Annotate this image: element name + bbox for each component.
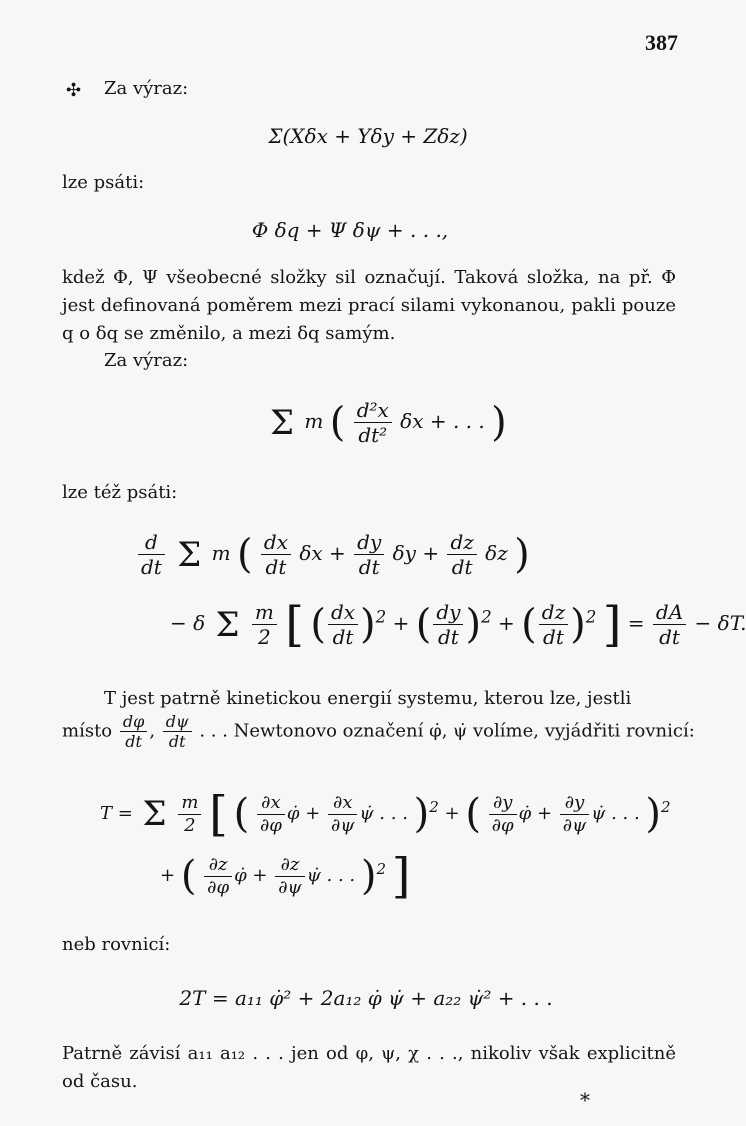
eq6-p1l: ( — [233, 791, 250, 837]
eq6-a — [257, 792, 285, 836]
eq3-m: m — [304, 409, 324, 433]
eq7-f-den: ∂ψ — [278, 876, 302, 898]
p4-misto: místo — [62, 720, 113, 742]
eq3-fraction — [354, 398, 392, 447]
paragraph-2: kdež Φ, Ψ všeobecné složky sil označují. Taková složka, na př. Φ jest definovaná poměrem mezi prací silami vykonanou, pakli pouze q o δq se změnilo, a mezi δq samým. — [62, 267, 676, 344]
eq3-rparen: ) — [491, 399, 507, 446]
eq5-f2-den: dt — [437, 625, 459, 649]
eq6-lhs: T = — [100, 803, 133, 824]
eq4-t3: δz — [485, 541, 508, 565]
sum-symbol: Σ — [177, 534, 202, 575]
eq6-a-v: φ̇ + — [286, 803, 321, 824]
eq5-plus1: + — [392, 611, 410, 635]
paragraph-neb: neb rovnicí: — [62, 934, 171, 955]
p4-f2 — [163, 712, 192, 751]
eq6-lbracket: [ — [209, 786, 228, 842]
eq6-m-num: m — [178, 792, 201, 815]
eq6-c-num: ∂y — [489, 792, 517, 815]
paragraph-4b: místo $\frac{d\varphi}{dt}$ , $\frac{d\psi}{dt}$ . . . Newtonovo označení φ̇, ψ̇ volíme, vyjádřiti rovnicí: — [62, 712, 695, 752]
eq5-f3-den: dt — [543, 625, 564, 649]
eq5-lbracket: [ — [285, 596, 304, 653]
eq6-b-den: ∂ψ — [331, 814, 355, 836]
eq4-f2-den: dt — [358, 555, 380, 579]
page-number: 387 — [645, 30, 678, 55]
eq7-e-v: φ̇ + — [234, 865, 268, 886]
eq6-b-v: ψ̇ . . . — [359, 803, 408, 824]
eq6-m-den: 2 — [184, 814, 196, 836]
eq4-lparen: ( — [236, 531, 253, 578]
eq7-rbracket: ] — [391, 848, 411, 904]
eq6-d-den: ∂ψ — [562, 814, 587, 836]
equation-6 — [100, 786, 671, 842]
eq7-pr: ) — [360, 853, 377, 899]
equation-3 — [266, 398, 507, 447]
sum-symbol: Σ — [215, 604, 240, 645]
eq4-t2: δy + — [392, 541, 440, 565]
p4-f1-den: dt — [125, 732, 142, 752]
equation-4 — [136, 530, 530, 579]
eq5-p3l: ( — [521, 601, 537, 648]
eq6-c-v: φ̇ + — [518, 803, 553, 824]
eq7-e — [204, 854, 232, 898]
eq4-f2 — [354, 530, 384, 579]
eq3-num: d²x — [354, 398, 392, 423]
eq5-m-num: m — [252, 600, 277, 625]
eq3-tail: δx + . . . — [400, 409, 485, 433]
eq5-f2-num: dy — [433, 600, 463, 625]
eq5-f1-den: dt — [332, 625, 354, 649]
eq5-lead: − δ — [170, 611, 206, 635]
eq7-pl: ( — [180, 853, 197, 899]
equation-7 — [160, 848, 411, 904]
paragraph-lze-3: lze též psáti: — [62, 482, 178, 503]
equation-8: 2T = a₁₁ φ̇² + 2a₁₂ φ̇ ψ̇ + a₂₂ ψ̇² + . . . — [179, 986, 553, 1010]
eq6-c — [489, 792, 517, 836]
eq4-f3 — [447, 530, 476, 579]
star-icon: ✣ — [66, 80, 82, 101]
eq4-f3-num: dz — [447, 530, 476, 555]
eq4-f1-num: dx — [261, 530, 291, 555]
eq4-rparen: ) — [514, 531, 530, 578]
eq7-f-v: ψ̇ . . . — [306, 865, 356, 886]
eq7-sq: 2 — [376, 860, 387, 878]
sum-symbol: Σ — [270, 402, 295, 443]
sum-symbol: Σ — [142, 794, 167, 834]
eq5-f3-num: dz — [539, 600, 568, 625]
paragraph-6: Patrně závisí a₁₁ a₁₂ . . . jen od φ, ψ, χ . . ., nikoliv však explicitně od času. — [62, 1043, 676, 1092]
eq6-d — [560, 792, 589, 836]
eq7-e-num: ∂z — [204, 854, 232, 877]
eq5-p1l: ( — [310, 601, 326, 648]
eq5-m-den: 2 — [258, 625, 271, 649]
eq6-plus: + — [444, 803, 460, 824]
eq4-f2-num: dy — [354, 530, 384, 555]
eq5-p3r: ) — [570, 601, 586, 648]
eq5-A-den: dt — [659, 625, 680, 649]
eq4-f3-den: dt — [451, 555, 473, 579]
eq5-sq3: 2 — [585, 607, 597, 627]
eq5-f3 — [539, 600, 568, 649]
eq4-m: m — [211, 541, 231, 565]
eq3-den: dt² — [358, 423, 388, 447]
eq5-A-num: dA — [653, 600, 686, 625]
eq6-m2 — [178, 792, 201, 836]
eq6-sq2: 2 — [661, 798, 671, 816]
eq6-c-den: ∂φ — [491, 814, 514, 836]
eq5-tail: − δT. — [694, 611, 746, 635]
eq5-sq2: 2 — [481, 607, 492, 627]
eq5-dA — [653, 600, 686, 649]
p4-f2-den: dt — [168, 732, 186, 752]
footer-star: * — [580, 1088, 590, 1112]
eq6-b-num: ∂x — [328, 792, 357, 815]
equation-5 — [170, 596, 746, 653]
eq5-f1 — [328, 600, 358, 649]
eq5-eq: = — [627, 611, 645, 635]
p4-f1-num: dφ — [120, 712, 147, 732]
eq5-p2l: ( — [415, 601, 432, 648]
eq4-d-den: dt — [141, 555, 162, 579]
eq7-e-den: ∂φ — [207, 876, 230, 898]
p4-f1 — [120, 712, 147, 751]
eq7-f-num: ∂z — [275, 854, 304, 877]
paragraph-intro-1: Za výraz: — [104, 78, 189, 99]
eq5-p1r: ) — [360, 601, 376, 648]
eq6-b — [328, 792, 357, 836]
eq5-plus2: + — [498, 611, 515, 635]
eq6-a-den: ∂φ — [259, 814, 282, 836]
p4-f2-num: dψ — [163, 712, 192, 732]
paragraph-lze-1: lze psáti: — [62, 172, 145, 193]
eq7-f — [275, 854, 304, 898]
eq4-t1: δx + — [299, 541, 346, 565]
eq4-f1 — [261, 530, 291, 579]
eq6-p2l: ( — [465, 791, 481, 837]
eq3-lparen: ( — [329, 399, 346, 446]
eq6-a-num: ∂x — [257, 792, 285, 815]
eq4-d-num: d — [138, 530, 165, 555]
eq5-f2 — [433, 600, 463, 649]
eq5-f1-num: dx — [328, 600, 358, 625]
eq5-p2r: ) — [465, 601, 482, 648]
eq5-sq1: 2 — [375, 607, 387, 627]
paragraph-intro-3: Za výraz: — [104, 350, 189, 371]
equation-1: Σ(Xδx + Yδy + Zδz) — [268, 124, 468, 148]
eq7-lead: + — [160, 865, 176, 886]
paragraph-4a: T jest patrně kinetickou energií systemu, kterou lze, jestli — [104, 688, 632, 709]
eq6-p1r: ) — [413, 791, 430, 837]
eq6-d-num: ∂y — [560, 792, 589, 815]
eq4-f1-den: dt — [265, 555, 287, 579]
eq6-sq1: 2 — [429, 798, 439, 816]
equation-2: Φ δq + Ψ δψ + . . ., — [251, 218, 449, 242]
eq5-rbracket: ] — [602, 596, 622, 653]
eq6-p2r: ) — [645, 791, 662, 837]
eq4-d-dt — [138, 530, 165, 579]
p4-post: . . . Newtonovo označení φ̇, ψ̇ volíme, vyjádřiti rovnicí: — [199, 720, 695, 742]
eq5-m2 — [252, 600, 277, 649]
eq6-d-v: ψ̇ . . . — [591, 803, 640, 824]
